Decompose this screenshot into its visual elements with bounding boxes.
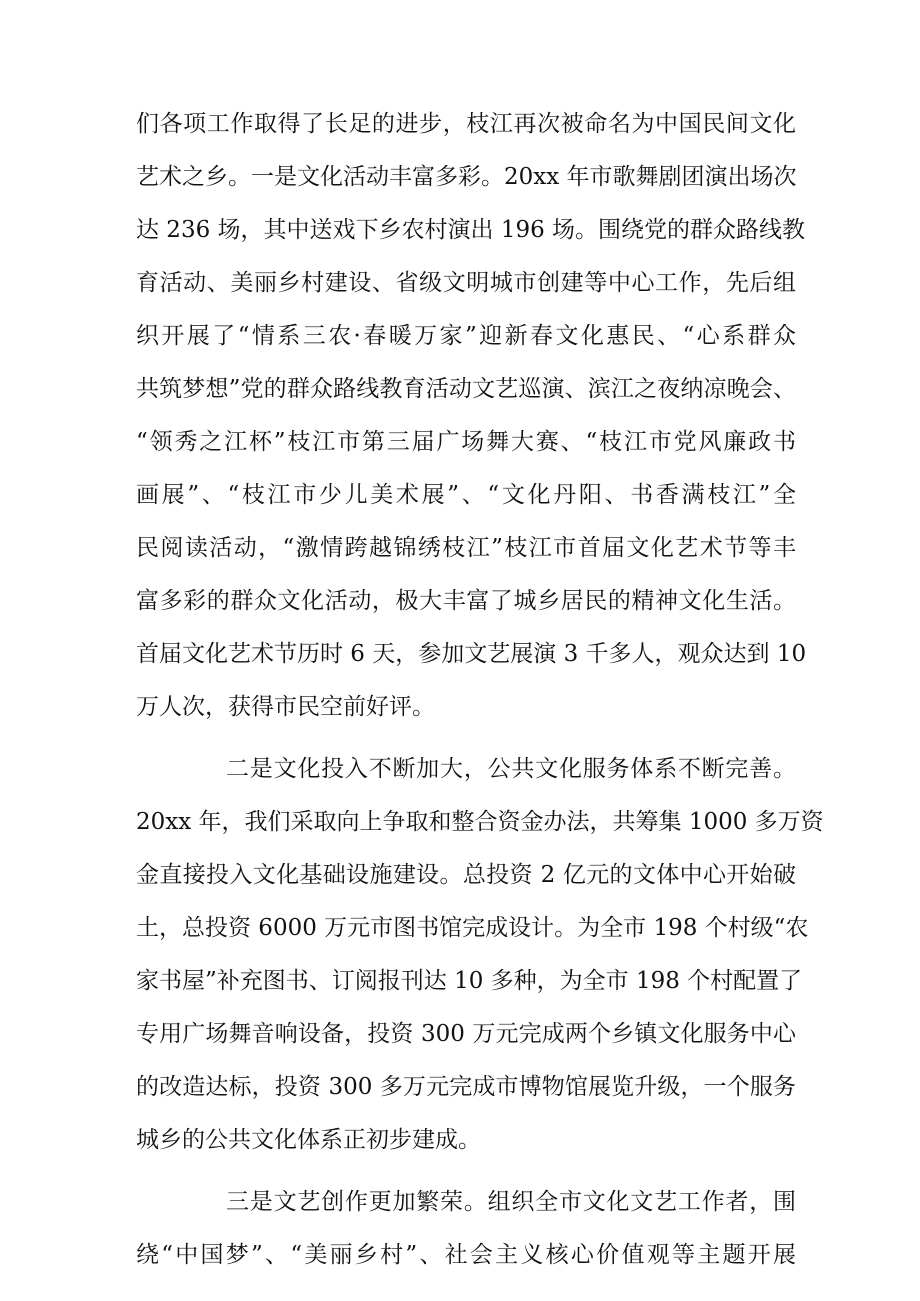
text-line: 民阅读活动，“激情跨越锦绣枝江”枝江市首届文化艺术节等丰 xyxy=(136,535,796,561)
text-line: 的改造达标，投资 300 多万元完成市博物馆展览升级，一个服务 xyxy=(136,1074,796,1100)
document-body xyxy=(136,98,824,1282)
paragraph-3 xyxy=(136,1176,796,1282)
text-line: 20xx 年，我们采取向上争取和整合资金办法，共筹集 1000 多万资 xyxy=(136,809,824,835)
text-line: 首届文化艺术节历时 6 天，参加文艺展演 3 千多人，观众达到 10 xyxy=(136,641,807,667)
text-line: 艺术之乡。一是文化活动丰富多彩。20xx 年市歌舞剧团演出场次 xyxy=(136,164,797,190)
text-line: 专用广场舞音响设备，投资 300 万元完成两个乡镇文化服务中心 xyxy=(136,1021,796,1047)
text-line: 金直接投入文化基础设施建设。总投资 2 亿元的文体中心开始破 xyxy=(136,862,796,888)
text-line: 共筑梦想”党的群众路线教育活动文艺巡演、滨江之夜纳凉晚会、 xyxy=(136,376,796,402)
text-line: 城乡的公共文化体系正初步建成。 xyxy=(136,1127,481,1153)
paragraph-1 xyxy=(136,98,807,734)
text-line: 育活动、美丽乡村建设、省级文明城市创建等中心工作，先后组 xyxy=(136,270,796,296)
paragraph-2 xyxy=(136,743,824,1167)
paragraph-spacer xyxy=(136,734,796,743)
text-line: 们各项工作取得了长足的进步，枝江再次被命名为中国民间文化 xyxy=(136,111,796,137)
text-line: 二是文化投入不断加大，公共文化服务体系不断完善。 xyxy=(226,756,796,782)
text-line: 达 236 场，其中送戏下乡农村演出 196 场。围绕党的群众路线教 xyxy=(136,217,806,243)
text-line: 富多彩的群众文化活动，极大丰富了城乡居民的精神文化生活。 xyxy=(136,588,796,614)
text-line: 画展”、“枝江市少儿美术展”、“文化丹阳、书香满枝江”全 xyxy=(136,482,796,508)
paragraph-spacer xyxy=(136,1167,796,1176)
text-line: 绕“中国梦”、“美丽乡村”、社会主义核心价值观等主题开展 xyxy=(136,1242,796,1268)
text-line: 三是文艺创作更加繁荣。组织全市文化文艺工作者，围 xyxy=(226,1189,796,1215)
text-line: 万人次，获得市民空前好评。 xyxy=(136,694,435,720)
text-line: 织开展了“情系三农·春暖万家”迎新春文化惠民、“心系群众 xyxy=(136,323,796,349)
text-line: 土，总投资 6000 万元市图书馆完成设计。为全市 198 个村级“农 xyxy=(136,915,809,941)
text-line: “领秀之江杯”枝江市第三届广场舞大赛、“枝江市党风廉政书 xyxy=(136,429,796,455)
text-line: 家书屋”补充图书、订阅报刊达 10 多种，为全市 198 个村配置了 xyxy=(136,968,803,994)
